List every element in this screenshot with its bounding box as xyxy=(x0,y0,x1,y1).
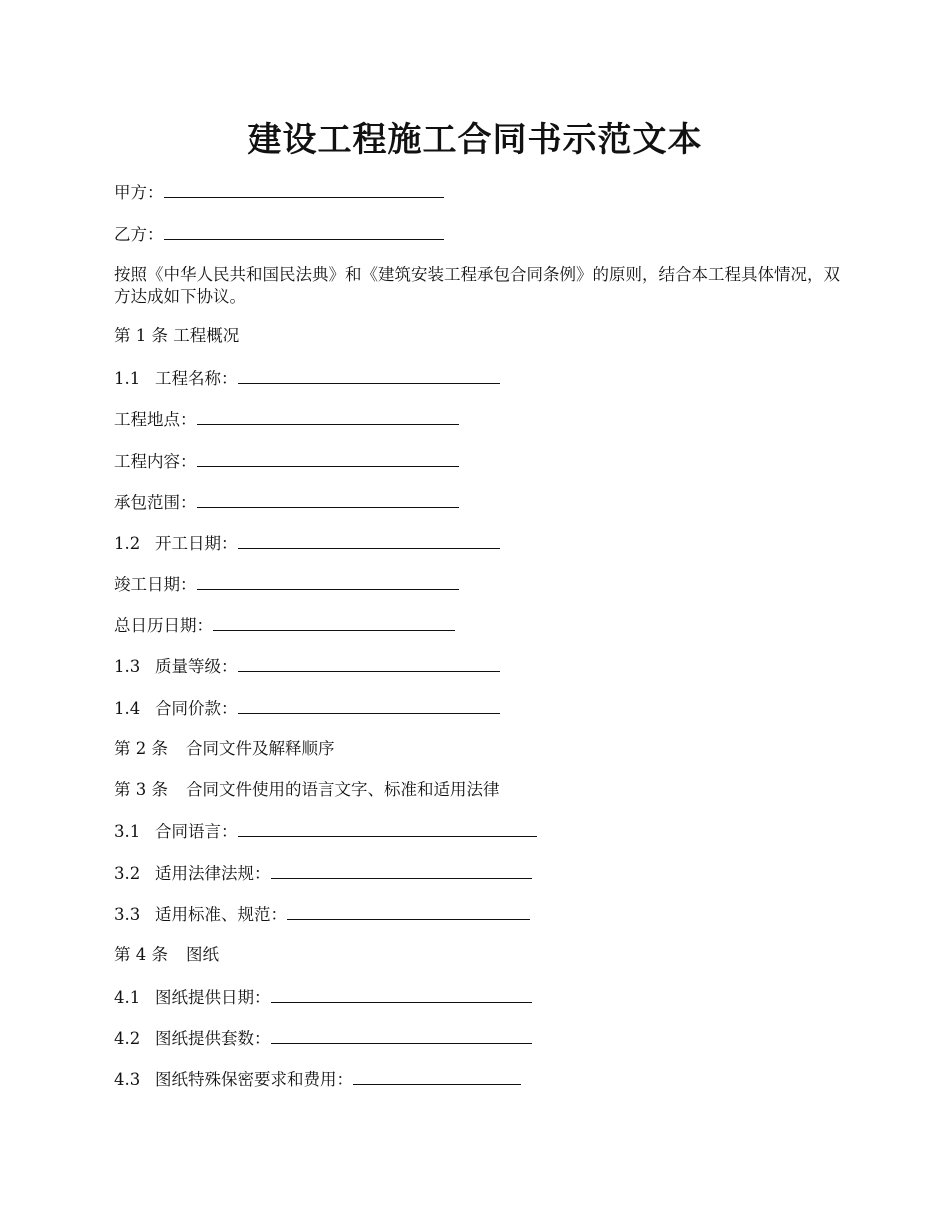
contract-language-blank[interactable] xyxy=(238,820,537,837)
section-1-2 xyxy=(114,532,500,555)
project-location-label: 工程地点： xyxy=(114,410,197,429)
project-content-blank[interactable] xyxy=(197,450,459,467)
article-1-heading: 第 1 条 工程概况 xyxy=(114,326,240,345)
section-1-4 xyxy=(114,697,500,720)
contract-price-label: 合同价款： xyxy=(155,699,238,718)
section-number: 1.4 xyxy=(114,699,141,718)
article-number: 第 3 条 xyxy=(114,780,168,799)
drawing-sets-blank[interactable] xyxy=(271,1027,532,1044)
applicable-law-blank[interactable] xyxy=(271,862,532,879)
contract-scope-line xyxy=(114,491,459,514)
section-1-1 xyxy=(114,367,500,390)
article-number: 第 2 条 xyxy=(114,739,168,758)
article-3-heading xyxy=(114,779,500,801)
total-days-blank[interactable] xyxy=(213,614,455,631)
applicable-standards-blank[interactable] xyxy=(287,903,530,920)
article-number: 第 4 条 xyxy=(114,945,168,964)
party-b-label: 乙方： xyxy=(114,225,164,244)
completion-date-line xyxy=(114,573,459,596)
section-number: 4.1 xyxy=(114,988,141,1007)
contract-price-blank[interactable] xyxy=(238,697,500,714)
completion-date-blank[interactable] xyxy=(197,573,459,590)
section-4-2 xyxy=(114,1027,532,1050)
party-b-blank[interactable] xyxy=(164,223,444,240)
project-name-blank[interactable] xyxy=(238,367,500,384)
article-2-heading xyxy=(114,738,335,760)
project-content-line xyxy=(114,450,459,473)
drawing-date-blank[interactable] xyxy=(271,986,532,1003)
drawing-confidentiality-blank[interactable] xyxy=(353,1068,521,1085)
total-days-line xyxy=(114,614,455,637)
project-content-label: 工程内容： xyxy=(114,452,197,471)
article-title: 图纸 xyxy=(186,945,219,964)
section-number: 3.2 xyxy=(114,864,141,883)
section-4-1 xyxy=(114,986,532,1009)
drawing-date-label: 图纸提供日期： xyxy=(155,988,271,1007)
section-3-3 xyxy=(114,903,530,926)
section-number: 4.3 xyxy=(114,1070,141,1089)
document-title: 建设工程施工合同书示范文本 xyxy=(247,120,703,160)
completion-date-label: 竣工日期： xyxy=(114,575,197,594)
contract-scope-label: 承包范围： xyxy=(114,493,197,512)
quality-grade-blank[interactable] xyxy=(238,655,500,672)
section-number: 3.1 xyxy=(114,822,141,841)
article-title: 合同文件及解释顺序 xyxy=(186,739,335,758)
contract-scope-blank[interactable] xyxy=(197,491,459,508)
section-4-3 xyxy=(114,1068,521,1091)
section-number: 1.1 xyxy=(114,369,141,388)
party-a-label: 甲方： xyxy=(114,183,164,202)
start-date-blank[interactable] xyxy=(238,532,500,549)
section-number: 4.2 xyxy=(114,1029,141,1048)
drawing-confidentiality-label: 图纸特殊保密要求和费用： xyxy=(155,1070,353,1089)
section-3-2 xyxy=(114,862,532,885)
quality-grade-label: 质量等级： xyxy=(155,657,238,676)
article-4-heading xyxy=(114,944,219,966)
party-a-line xyxy=(114,181,444,204)
drawing-sets-label: 图纸提供套数： xyxy=(155,1029,271,1048)
contract-language-label: 合同语言： xyxy=(155,822,238,841)
party-a-blank[interactable] xyxy=(164,181,444,198)
section-3-1 xyxy=(114,820,537,843)
section-number: 1.3 xyxy=(114,657,141,676)
section-number: 3.3 xyxy=(114,905,141,924)
article-title: 合同文件使用的语言文字、标准和适用法律 xyxy=(186,780,500,799)
applicable-law-label: 适用法律法规： xyxy=(155,864,271,883)
project-name-label: 工程名称： xyxy=(155,369,238,388)
total-days-label: 总日历日期： xyxy=(114,616,213,635)
project-location-blank[interactable] xyxy=(197,408,459,425)
start-date-label: 开工日期： xyxy=(155,534,238,553)
project-location-line xyxy=(114,408,459,431)
section-1-3 xyxy=(114,655,500,678)
intro-paragraph: 按照《中华人民共和国民法典》和《建筑安装工程承包合同条例》的原则，结合本工程具体情况，双方达成如下协议。 xyxy=(114,265,840,306)
section-number: 1.2 xyxy=(114,534,141,553)
applicable-standards-label: 适用标准、规范： xyxy=(155,905,287,924)
party-b-line xyxy=(114,223,444,246)
